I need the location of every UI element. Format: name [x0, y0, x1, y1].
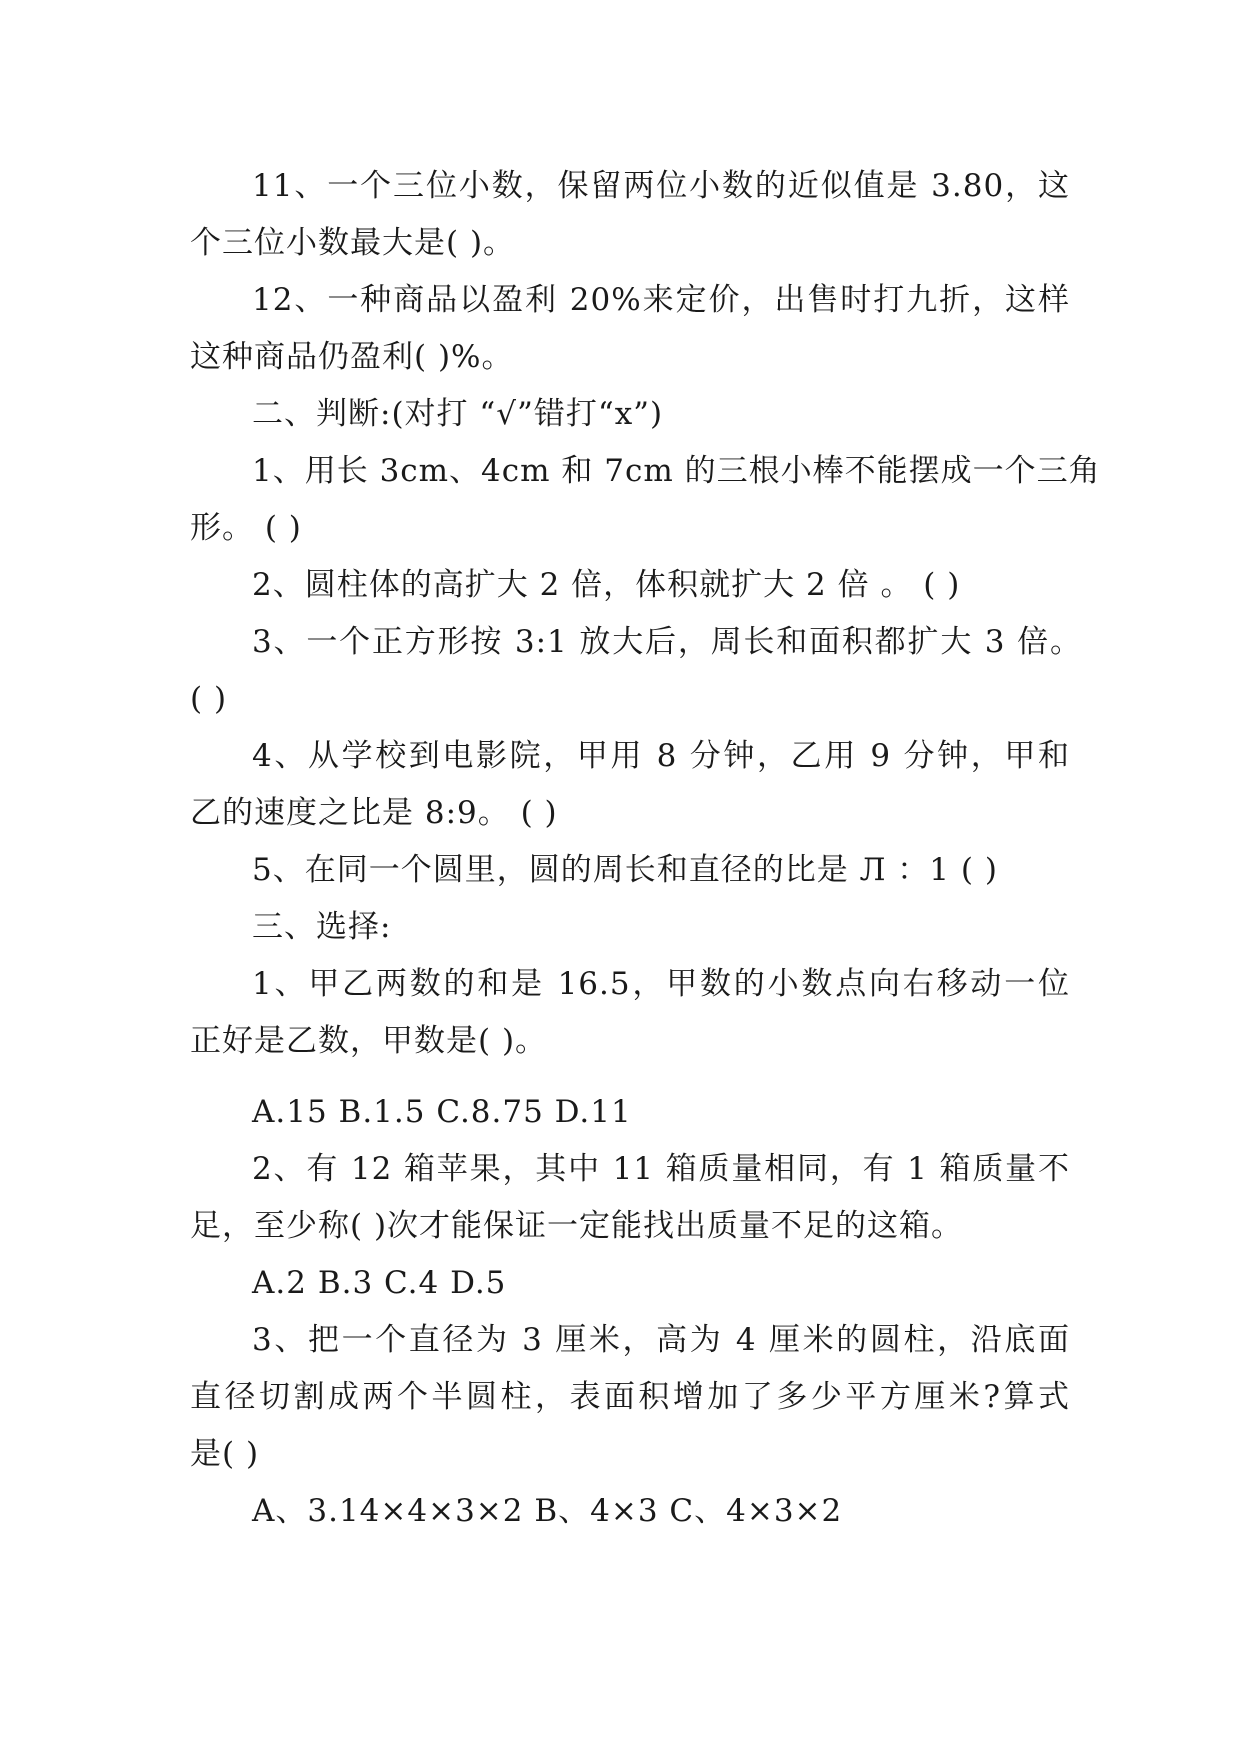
text-line: 2、有 12 箱苹果，其中 11 箱质量相同，有 1 箱质量不	[252, 1151, 1070, 1187]
text-line: 1、甲乙两数的和是 16.5，甲数的小数点向右移动一位	[252, 966, 1070, 1002]
text-line: 正好是乙数，甲数是( )。	[190, 1023, 548, 1059]
answer-options: A.2 B.3 C.4 D.5	[252, 1265, 507, 1301]
text-line: 个三位小数最大是( )。	[190, 225, 516, 261]
answer-options: A、3.14×4×3×2 B、4×3 C、4×3×2	[252, 1493, 843, 1529]
text-line: 乙的速度之比是 8:9。 ( )	[190, 795, 558, 831]
section-heading: 二、判断:(对打 “√”错打“x”)	[252, 396, 664, 432]
text-line: 直径切割成两个半圆柱，表面积增加了多少平方厘米?算式	[190, 1379, 1070, 1415]
text-line: 是( )	[190, 1436, 260, 1472]
text-line: 12、一种商品以盈利 20%来定价，出售时打九折，这样	[252, 282, 1070, 318]
text-line: 3、一个正方形按 3:1 放大后，周长和面积都扩大 3 倍。	[252, 624, 1082, 660]
text-line: 2、圆柱体的高扩大 2 倍，体积就扩大 2 倍 。 ( )	[252, 567, 961, 603]
section-heading: 三、选择:	[252, 909, 392, 945]
text-line: 4、从学校到电影院，甲用 8 分钟，乙用 9 分钟，甲和	[252, 738, 1070, 774]
text-line: 5、在同一个圆里，圆的周长和直径的比是 Л ：1 ( )	[252, 852, 998, 888]
text-line: 11、一个三位小数，保留两位小数的近似值是 3.80，这	[252, 168, 1070, 204]
text-line: 足，至少称( )次才能保证一定能找出质量不足的这箱。	[190, 1208, 964, 1244]
text-line: ( )	[190, 681, 228, 717]
text-line: 3、把一个直径为 3 厘米，高为 4 厘米的圆柱，沿底面	[252, 1322, 1070, 1358]
answer-options: A.15 B.1.5 C.8.75 D.11	[252, 1094, 632, 1130]
text-line: 1、用长 3cm、4cm 和 7cm 的三根小棒不能摆成一个三角	[252, 453, 1101, 489]
text-line: 形。 ( )	[190, 510, 302, 546]
text-line: 这种商品仍盈利( )%。	[190, 339, 514, 375]
